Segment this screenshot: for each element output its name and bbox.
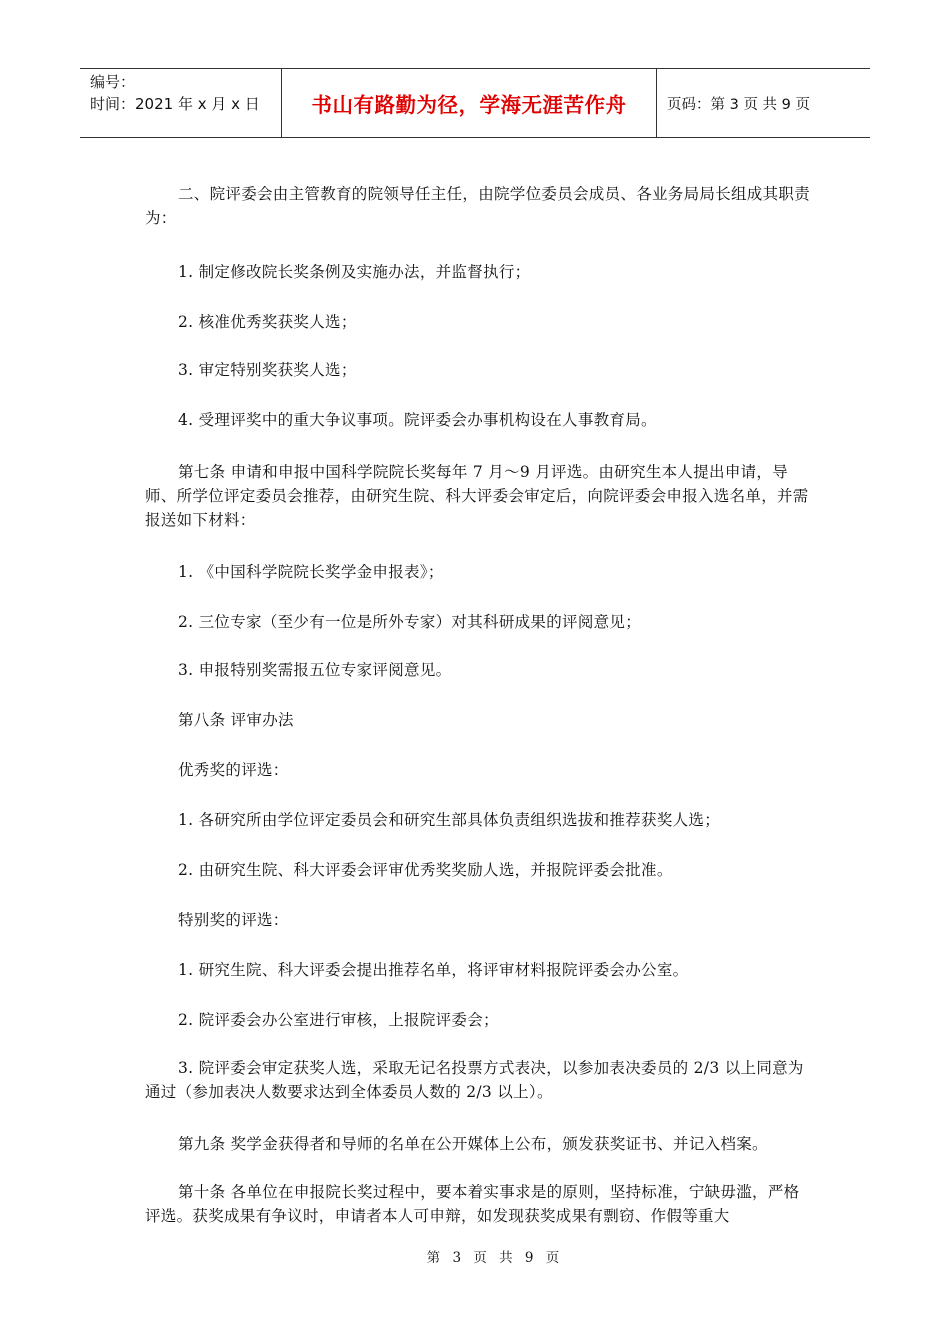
doc-number-label: 编号： <box>90 73 136 91</box>
list-item: 1. 制定修改院长奖条例及实施办法，并监督执行； <box>178 263 531 281</box>
list-item: 3. 院评委会审定获奖人选，采取无记名投票方式表决，以参加表决委员的 2/3 以上同意为通过（参加表决人数要求达到全体委员人数的 2/3 以上）。 <box>145 1059 804 1101</box>
list-item: 2. 院评委会办公室进行审核，上报院评委会； <box>178 1011 499 1029</box>
page-header <box>80 68 870 138</box>
list-item: 4. 受理评奖中的重大争议事项。院评委会办事机构设在人事教育局。 <box>178 411 657 429</box>
paragraph-article-7: 第七条 申请和申报中国科学院院长奖每年 7 月～9 月评选。由研究生本人提出申请，导师、所学位评定委员会推荐，由研究生院、科大评委会审定后，向院评委会申报入选名单，并需报送如下材料： <box>145 463 809 529</box>
paragraph-article-8: 第八条 评审办法 <box>178 711 294 729</box>
paragraph-committee-intro: 二、院评委会由主管教育的院领导任主任，由院学位委员会成员、各业务局局长组成其职责为： <box>145 185 811 227</box>
list-item: 1. 研究生院、科大评委会提出推荐名单，将评审材料报院评委会办公室。 <box>178 961 689 979</box>
section-heading-excellence: 优秀奖的评选： <box>178 761 289 779</box>
date-label: 时间：2021 年 x 月 x 日 <box>90 95 260 113</box>
header-page-info: 页码：第 3 页 共 9 页 <box>667 96 810 113</box>
header-meta <box>80 69 282 137</box>
header-slogan: 书山有路勤为径，学海无涯苦作舟 <box>282 69 657 137</box>
list-item: 3. 审定特别奖获奖人选； <box>178 361 357 379</box>
list-item: 2. 核准优秀奖获奖人选； <box>178 313 357 331</box>
paragraph-article-10: 第十条 各单位在申报院长奖过程中，要本着实事求是的原则，坚持标准，宁缺毋滥，严格评选。获奖成果有争议时，申请者本人可申辩，如发现获奖成果有剽窃、作假等重大 <box>145 1183 800 1225</box>
list-item: 2. 由研究生院、科大评委会评审优秀奖奖励人选，并报院评委会批准。 <box>178 861 673 879</box>
section-heading-special: 特别奖的评选： <box>178 911 289 929</box>
paragraph-article-9: 第九条 奖学金获得者和导师的名单在公开媒体上公布，颁发获奖证书、并记入档案。 <box>178 1135 768 1153</box>
list-item: 1. 各研究所由学位评定委员会和研究生部具体负责组织选拔和推荐获奖人选； <box>178 811 721 829</box>
list-item: 1. 《中国科学院院长奖学金申报表》； <box>178 563 444 581</box>
list-item: 2. 三位专家（至少有一位是所外专家）对其科研成果的评阅意见； <box>178 613 642 631</box>
list-item: 3. 申报特别奖需报五位专家评阅意见。 <box>178 661 452 679</box>
page-footer: 第 3 页 共 9 页 <box>426 1250 564 1266</box>
